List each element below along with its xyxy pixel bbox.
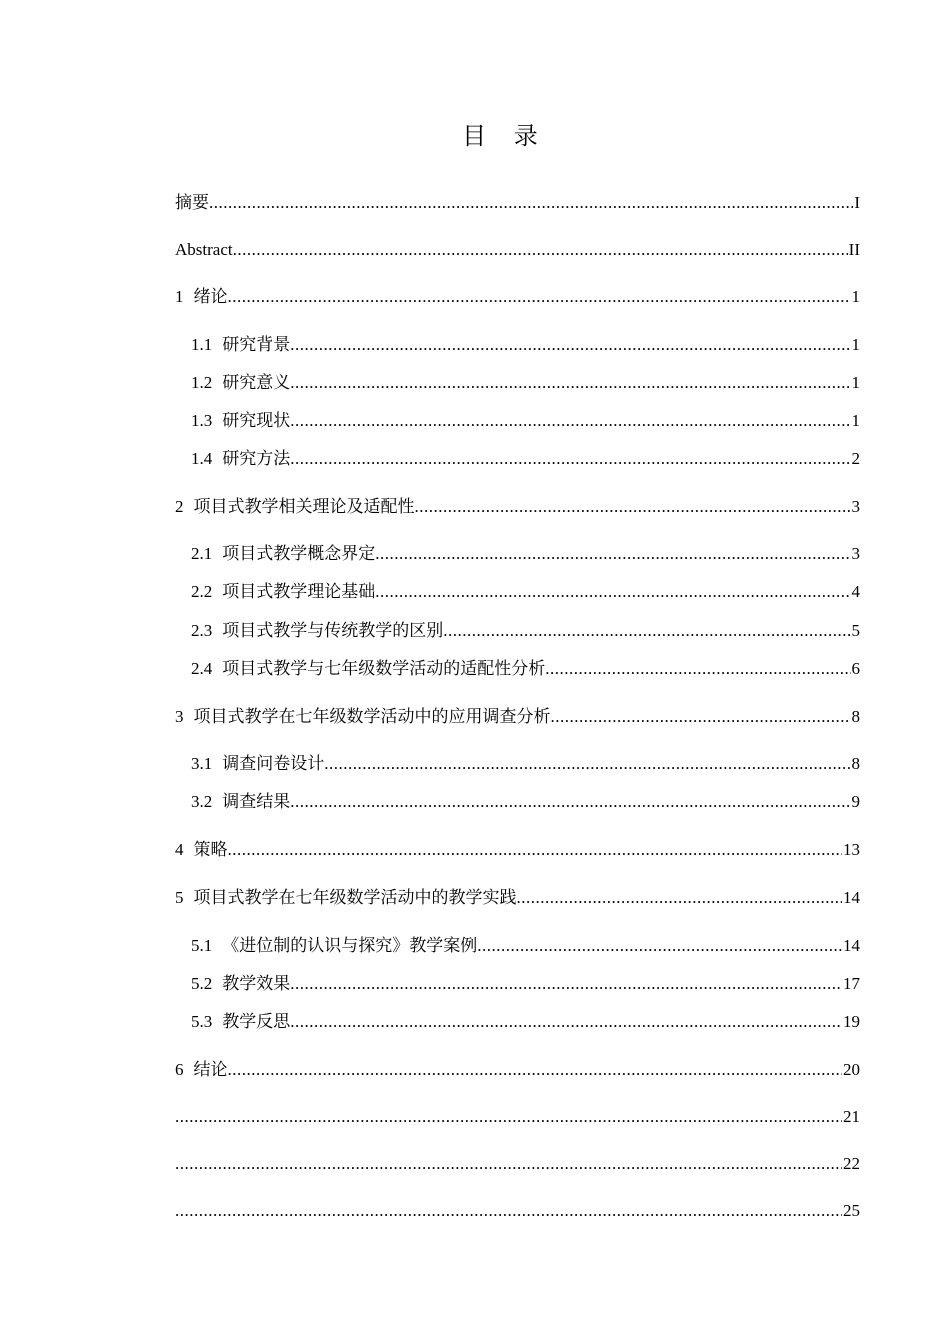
section-title: 结论 xyxy=(193,1060,228,1079)
page-number: 6 xyxy=(851,659,860,678)
dot-leader xyxy=(209,192,853,214)
section-title: 调查问卷设计 xyxy=(222,754,325,773)
page-number: 1 xyxy=(851,287,860,306)
dot-leader xyxy=(290,372,850,394)
dot-leader xyxy=(175,1200,842,1222)
page-number: 22 xyxy=(843,1154,860,1173)
toc-entry[interactable] xyxy=(191,448,860,470)
section-number: 1.3 xyxy=(191,411,213,430)
section-title: 项目式教学与传统教学的区别 xyxy=(222,621,444,640)
dot-leader xyxy=(415,496,851,518)
page-number: 25 xyxy=(843,1201,860,1220)
section-title: Abstract xyxy=(175,240,233,259)
toc-entry[interactable] xyxy=(191,753,860,775)
section-number: 1.4 xyxy=(191,449,213,468)
dot-leader xyxy=(290,410,850,432)
page-number: 13 xyxy=(843,840,860,859)
dot-leader xyxy=(477,935,842,957)
section-title: 项目式教学在七年级数学活动中的应用调查分析 xyxy=(193,707,551,726)
dot-leader xyxy=(290,334,850,356)
section-title: 项目式教学与七年级数学活动的适配性分析 xyxy=(222,659,546,678)
dot-leader xyxy=(545,658,850,680)
section-number: 1 xyxy=(175,287,184,306)
page-number: 1 xyxy=(851,335,860,354)
page-number: 8 xyxy=(851,754,860,773)
section-title: 研究现状 xyxy=(222,411,291,430)
page-number: 3 xyxy=(851,544,860,563)
toc-entry[interactable] xyxy=(175,1200,860,1222)
dot-leader xyxy=(228,286,851,308)
toc-entry[interactable] xyxy=(175,1059,860,1081)
toc-entry[interactable] xyxy=(175,239,860,261)
toc-title: 目 录 xyxy=(462,122,548,150)
section-number: 2 xyxy=(175,497,184,516)
dot-leader xyxy=(290,791,850,813)
dot-leader xyxy=(290,973,842,995)
section-title: 策略 xyxy=(193,840,228,859)
page-number: I xyxy=(854,193,860,212)
section-title: 绪论 xyxy=(193,287,228,306)
dot-leader xyxy=(517,887,843,909)
dot-leader xyxy=(228,839,843,861)
page-number: 3 xyxy=(851,497,860,516)
toc-entry[interactable] xyxy=(191,620,860,642)
toc-entry[interactable] xyxy=(191,543,860,565)
section-title: 教学反思 xyxy=(222,1012,291,1031)
toc-entry[interactable] xyxy=(175,1153,860,1175)
toc-entry[interactable] xyxy=(175,887,860,909)
section-number: 2.2 xyxy=(191,582,213,601)
section-number: 2.3 xyxy=(191,621,213,640)
section-title: 教学效果 xyxy=(222,974,291,993)
section-title: 项目式教学概念界定 xyxy=(222,544,376,563)
dot-leader xyxy=(233,239,848,261)
page-number: 17 xyxy=(843,974,860,993)
toc-entry[interactable] xyxy=(175,839,860,861)
section-title: 摘要 xyxy=(175,193,209,212)
dot-leader xyxy=(375,543,850,565)
section-number: 3.2 xyxy=(191,792,213,811)
page-number: 21 xyxy=(843,1107,860,1126)
toc-entry[interactable] xyxy=(191,791,860,813)
section-title: 项目式教学在七年级数学活动中的教学实践 xyxy=(193,888,517,907)
page-number: 14 xyxy=(843,888,860,907)
toc-entry[interactable] xyxy=(175,1106,860,1128)
page-number: 1 xyxy=(851,411,860,430)
section-title: 研究意义 xyxy=(222,373,291,392)
toc-entry[interactable] xyxy=(175,286,860,308)
toc-entry[interactable] xyxy=(191,372,860,394)
page-number: 2 xyxy=(851,449,860,468)
dot-leader xyxy=(375,581,850,603)
page-number: 14 xyxy=(843,936,860,955)
section-title: 《进位制的认识与探究》教学案例 xyxy=(222,936,478,955)
section-number: 5.2 xyxy=(191,974,213,993)
section-number: 2.1 xyxy=(191,544,213,563)
section-number: 2.4 xyxy=(191,659,213,678)
section-number: 3 xyxy=(175,707,184,726)
toc-entry[interactable] xyxy=(175,706,860,728)
page-number: 20 xyxy=(843,1060,860,1079)
section-number: 6 xyxy=(175,1060,184,1079)
section-number: 1.2 xyxy=(191,373,213,392)
section-number: 5.1 xyxy=(191,936,213,955)
dot-leader xyxy=(551,706,851,728)
dot-leader xyxy=(228,1059,843,1081)
dot-leader xyxy=(175,1106,842,1128)
page-number: 5 xyxy=(851,621,860,640)
page-number: II xyxy=(848,240,860,259)
section-number: 3.1 xyxy=(191,754,213,773)
section-number: 5.3 xyxy=(191,1012,213,1031)
section-number: 4 xyxy=(175,840,184,859)
page-number: 19 xyxy=(843,1012,860,1031)
toc-entry[interactable] xyxy=(175,192,860,214)
section-number: 5 xyxy=(175,888,184,907)
toc-entry[interactable] xyxy=(175,496,860,518)
section-title: 研究背景 xyxy=(222,335,291,354)
dot-leader xyxy=(290,1011,842,1033)
page-number: 1 xyxy=(851,373,860,392)
section-title: 项目式教学相关理论及适配性 xyxy=(193,497,415,516)
page-number: 9 xyxy=(851,792,860,811)
toc-entry[interactable] xyxy=(191,334,860,356)
section-title: 项目式教学理论基础 xyxy=(222,582,376,601)
toc-entry[interactable] xyxy=(191,1011,860,1033)
dot-leader xyxy=(443,620,850,642)
toc-entry[interactable] xyxy=(191,935,860,957)
toc-entry[interactable] xyxy=(191,658,860,680)
toc-entry[interactable] xyxy=(191,410,860,432)
section-title: 研究方法 xyxy=(222,449,291,468)
dot-leader xyxy=(175,1153,842,1175)
toc-entry[interactable] xyxy=(191,973,860,995)
toc-entry[interactable] xyxy=(191,581,860,603)
page-number: 8 xyxy=(851,707,860,726)
dot-leader xyxy=(290,448,850,470)
section-number: 1.1 xyxy=(191,335,213,354)
dot-leader xyxy=(324,753,850,775)
page-number: 4 xyxy=(851,582,860,601)
section-title: 调查结果 xyxy=(222,792,291,811)
